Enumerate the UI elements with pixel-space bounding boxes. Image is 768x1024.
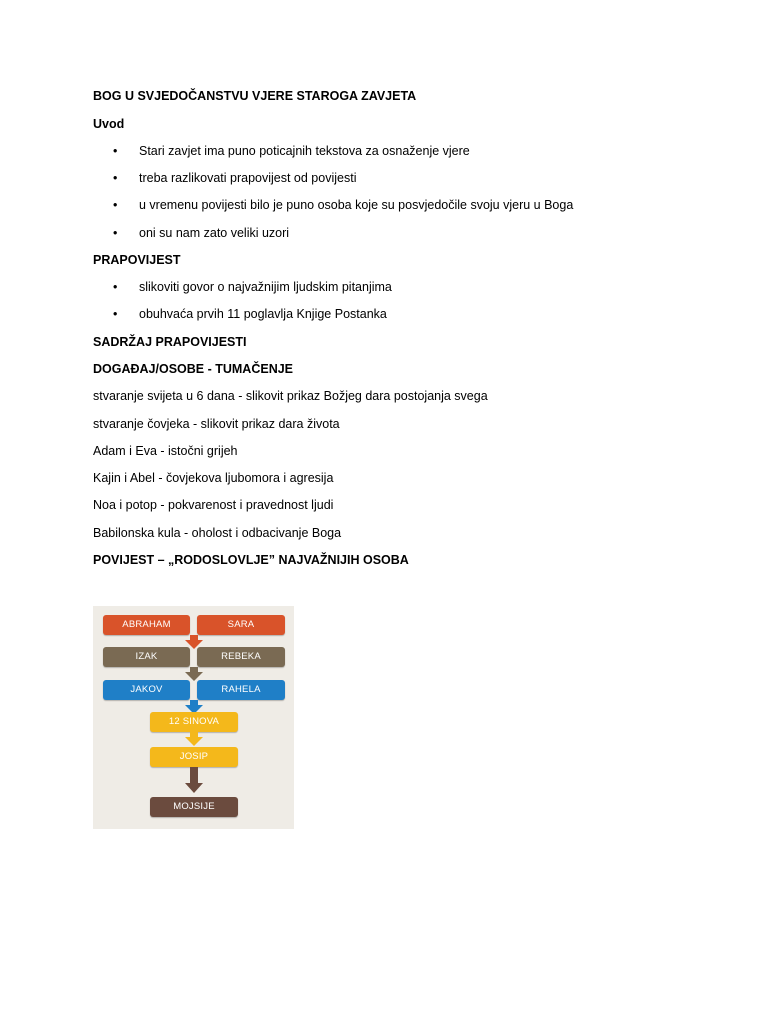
sadrzaj-line: Adam i Eva - istočni grijeh: [93, 444, 238, 458]
box-12-sinova: 12 SINOVA: [150, 712, 238, 732]
sadrzaj-heading: SADRŽAJ PRAPOVIJESTI: [93, 335, 247, 349]
box-rebeka: REBEKA: [197, 647, 285, 667]
arrow-down-icon: [185, 737, 203, 746]
box-abraham: ABRAHAM: [103, 615, 190, 635]
bullet-icon: •: [113, 226, 118, 240]
prapovijest-item: • slikoviti govor o najvažnijim ljudskim pitanjima: [113, 280, 392, 294]
uvod-item: • Stari zavjet ima puno poticajnih tekstova za osnaženje vjere: [113, 144, 470, 158]
uvod-item: • oni su nam zato veliki uzori: [113, 226, 290, 240]
box-josip: JOSIP: [150, 747, 238, 767]
povijest-heading: POVIJEST – „RODOSLOVLJE” NAJVAŽNIJIH OSOBA: [93, 553, 409, 567]
box-mojsije: MOJSIJE: [150, 797, 238, 817]
bullet-icon: •: [113, 280, 118, 294]
uvod-item: • u vremenu povijesti bilo je puno osoba koje su posvjedočile svoju vjeru u Boga: [113, 198, 574, 212]
prapovijest-heading: PRAPOVIJEST: [93, 253, 181, 267]
sadrzaj-line: stvaranje čovjeka - slikovit prikaz dara života: [93, 417, 340, 431]
uvod-heading: Uvod: [93, 117, 125, 131]
bullet-icon: •: [113, 198, 118, 212]
uvod-item: • treba razlikovati prapovijest od povijesti: [113, 171, 357, 185]
arrow-down-icon: [185, 783, 203, 793]
prapovijest-item: • obuhvaća prvih 11 poglavlja Knjige Postanka: [113, 307, 387, 321]
box-jakov: JAKOV: [103, 680, 190, 700]
bullet-icon: •: [113, 307, 118, 321]
sadrzaj-line: Noa i potop - pokvarenost i pravednost ljudi: [93, 498, 334, 512]
document-title: BOG U SVJEDOČANSTVU VJERE STAROGA ZAVJETA: [93, 89, 417, 103]
box-rahela: RAHELA: [197, 680, 285, 700]
sadrzaj-line: Kajin i Abel - čovjekova ljubomora i agresija: [93, 471, 334, 485]
sadrzaj-subheading: DOGAĐAJ/OSOBE - TUMAČENJE: [93, 362, 294, 376]
bullet-icon: •: [113, 171, 118, 185]
sadrzaj-line: Babilonska kula - oholost i odbacivanje Boga: [93, 526, 342, 540]
box-sara: SARA: [197, 615, 285, 635]
sadrzaj-line: stvaranje svijeta u 6 dana - slikovit prikaz Božjeg dara postojanja svega: [93, 389, 488, 403]
bullet-icon: •: [113, 144, 118, 158]
genealogy-diagram: [93, 606, 294, 829]
box-izak: IZAK: [103, 647, 190, 667]
